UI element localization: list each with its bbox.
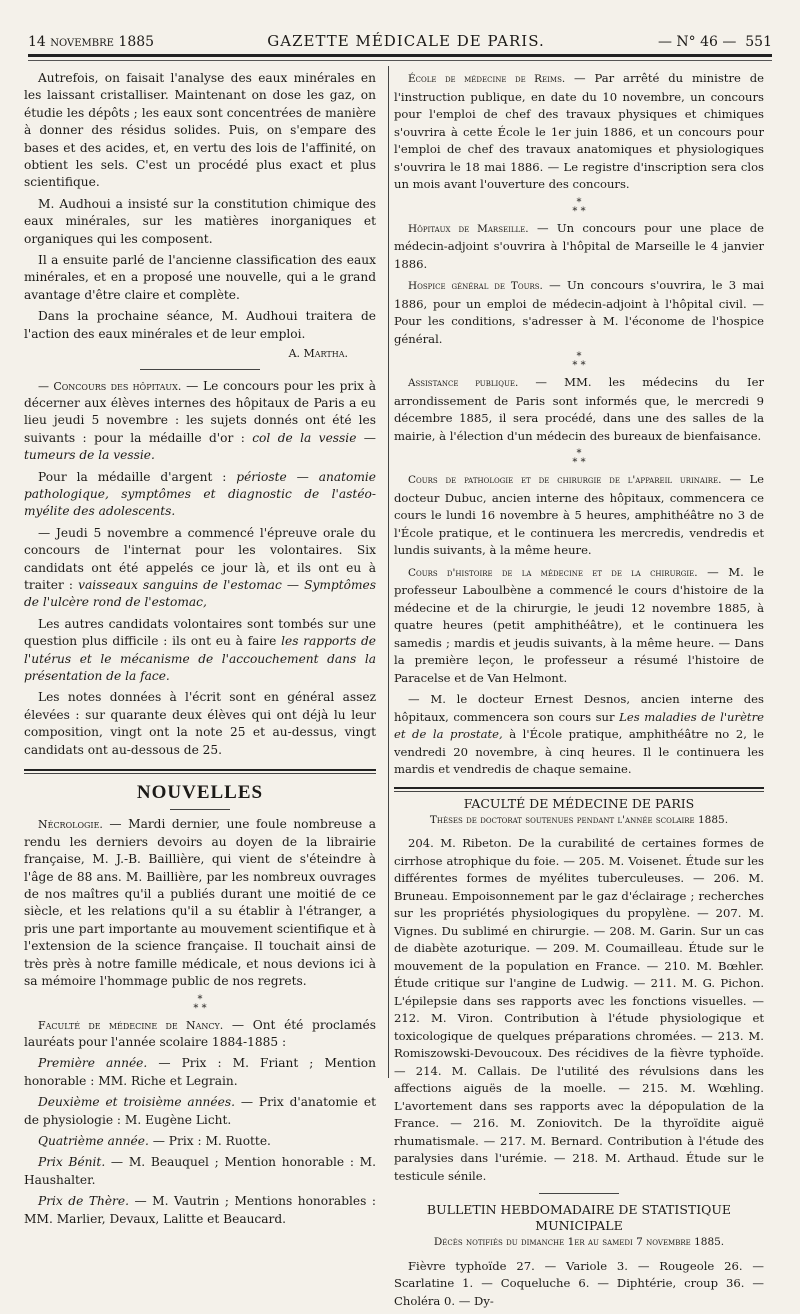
asterism: * * * [572, 448, 586, 468]
text: — Un concours s'ouvrira, le 3 mai 1886, pour un emploi de médecin-adjoint à l'hôpital civil. — Pour les conditions, s'adresser à M. l'économe de l'hospice général. [394, 278, 764, 346]
text-italic: périoste — anatomie pathologique, symptômes et diagnostic de l'astéo-myélite des adolescents. [24, 469, 376, 519]
marseille-heading: Hôpitaux de Marseille. [408, 222, 529, 235]
text-italic: les rapports de l'utérus et le mécanisme de l'accouchement dans la présentation de la face. [24, 634, 376, 683]
bulletin-title: BULLETIN HEBDOMADAIRE DE STATISTIQUE MUNICIPALE [426, 1202, 732, 1233]
text-italic: Les maladies de l'urètre et de la prostate, [394, 709, 764, 741]
text: — Jeudi 5 novembre a commencé l'épreuve orale du concours de l'internat pour les volontaires. Six candidats ont été appelés ce jour là, et ils ont eu à traiter : [24, 525, 376, 592]
necrologie-heading: Nécrologie. [38, 818, 103, 832]
text: — Ont été proclamés lauréats pour l'année scolaire 1884-1885 : [24, 1017, 376, 1049]
text-italic: Première année. [38, 1056, 148, 1071]
tours-heading: Hospice général de Tours. [408, 280, 543, 292]
desnos-paragraph [394, 691, 764, 779]
header-rule [28, 54, 772, 57]
divider [140, 369, 260, 370]
necrologie-paragraph [24, 816, 376, 990]
paragraph: Il a ensuite parlé de l'ancienne classification des eaux minérales, et en a proposé une nouvelle, qui a le grand avantage d'être claire et complète. [24, 253, 376, 302]
paragraph [24, 616, 376, 686]
asterism: * * * [572, 351, 586, 371]
concours-heading: — Concours des hôpitaux. [38, 379, 182, 393]
header-rule-thin [28, 60, 772, 61]
asterism: * * * [193, 993, 207, 1014]
reims-heading: École de médecine de Reims. [408, 73, 566, 85]
concours-subjects: col de la vessie — tumeurs de la vessie. [24, 430, 376, 463]
text: à l'École pratique, amphithéâtre no 2, le vendredi 20 novembre, à cinq heures. Il le continuera les mardis et vendredis de chaque semaine. [394, 727, 764, 776]
text: — Prix : M. Friant ; Mention honorable : MM. Riche et Legrain. [24, 1056, 376, 1088]
asterism: * * * [572, 196, 586, 217]
right-column [394, 70, 764, 1314]
assistance-heading: Assistance publique. [408, 377, 519, 389]
header-page-number: 551 [745, 34, 772, 50]
left-column [24, 70, 376, 1232]
text: — MM. les médecins du Ier arrondissement de Paris sont informés que, le mercredi 9 décembre 1885, il sera procédé, dans une des salles de la mairie, à l'élection d'un médecin des bureaux de bienfaisance. [394, 375, 764, 443]
faculte-title: FACULTÉ DE MÉDECINE DE PARIS [463, 795, 695, 811]
text: — Un concours pour une place de médecin-adjoint s'ouvrira à l'hôpital de Marseille le 4 janvier 1886. [394, 220, 764, 271]
text: — Le docteur Dubuc, ancien interne des hôpitaux, commencera ce cours le lundi 16 novembre à 5 heures, amphithéâtre no 3 de l'École pratique, et le continuera les mercredis, vendredis et lundis suivants, à la même heure. [394, 472, 764, 557]
page-header [28, 32, 772, 52]
text: — M. le docteur Ernest Desnos, ancien interne des hôpitaux, commencera son cours sur [394, 692, 764, 724]
tours-paragraph [394, 277, 764, 348]
text: — Prix d'anatomie et de physiologie : M. Eugène Licht. [24, 1095, 376, 1127]
text: — Par arrêté du ministre de l'instruction publique, en date du 10 novembre, un concours pour l'emploi de chef des travaux physiques et chimiques s'ouvrira à cette École le 1er juin 1886, et un concours pour l'emploi de chef des travaux anatomiques et physiologiques s'ouvrira le 18 mai 1886. — Le registre d'inscription sera clos un mois avant l'ouverture des concours. [394, 71, 764, 191]
paragraph [24, 469, 376, 521]
divider [170, 809, 230, 810]
text-italic: vaisseaux sanguins de l'estomac — Symptômes de l'ulcère rond de l'estomac, [24, 577, 376, 610]
text: — Prix : M. Ruotte. [148, 1133, 271, 1148]
text-italic: Quatrième année. [38, 1133, 149, 1148]
nouvelles-title: NOUVELLES [136, 782, 264, 804]
paragraph: Les notes données à l'écrit sont en général assez élevées : sur quarante deux élèves qui ont déjà lu leur composition, vingt ont la note 25 et au-dessus, vingt candidats ont au-dessous de 25. [24, 690, 376, 757]
text: — M. Vautrin ; Mentions honorables : MM. Marlier, Devaux, Lalitte et Beaucard. [24, 1194, 376, 1226]
paragraph: Autrefois, on faisait l'analyse des eaux minérales en les laissant cristalliser. Maintenant on dose les gaz, on étudie les dépôts ; les eaux sont concentrées de manière à donner des résidus solides. Puis, on s'empare des bases et des acides, et, en vertu des lois de l'affinité, on obtient les sels. C'est un procédé plus exact et plus scientifique. [24, 71, 376, 190]
text: 204. M. Ribeton. De la curabilité de certaines formes de cirrhose atrophique du foie. — 205. M. Voisenet. Étude sur les différentes formes de myélites tuberculeuses. — 206. M. Bruneau. Empoisonnement par le gaz d'éclairage ; recherches sur les propriétés physiologiques du propylène. — 207. M. Vignes. Du sublimé en chirurgie. — 208. M. Garin. Sur un cas de diabète azoturique. — 209. M. Coumailleau. Étude sur le mouvement de la population en France. — 210. M. Bœhler. Étude critique sur l'angine de Ludwig. — 211. M. G. Pichon. L'épilepsie dans ses rapports avec les fonctions visuelles. — 212. M. Viron. Contribution à l'étude physiologique et toxicologique de quelques préparations chromées. — 213. M. Romiszowski-Devoucoux. Des récidives de la fièvre typhoïde. — 214. M. Callais. De l'utilité des révulsions dans les affections aiguës de la moelle. — 215. M. Wœhling. L'avortement dans ses rapports avec la dépopulation de la France. — 216. M. Zoniovitch. De la thyroïdite aiguë rhumatismale. — 217. M. Bernard. Contribution à l'étude des paralysies dans l'urémie. — 218. M. Arthaud. Étude sur le testicule sénile. [394, 836, 764, 1183]
header-date: 14 novembre 1885 [28, 34, 155, 50]
paragraph [24, 1094, 376, 1129]
bulletin-subtitle: Décès notifiés du dimanche 1er au samedi 7 novembre 1885. [433, 1236, 725, 1248]
header-title: GAZETTE MÉDICALE DE PARIS. [267, 32, 545, 50]
concours-text: — Le concours pour les prix à décerner aux élèves internes des hôpitaux de Paris a eu lieu jeudi 5 novembre : les sujets donnés ont été les suivants : pour la médaille d'or : [24, 378, 376, 445]
paragraph: M. Audhoui a insisté sur la constitution chimique des eaux minérales, sur les matières inorganiques et organiques qui les composent. [24, 196, 376, 246]
text-italic: Prix de Thère. [38, 1194, 129, 1209]
pathologie-heading: Cours de pathologie et de chirurgie de l'appareil urinaire. [408, 474, 722, 486]
paragraph [24, 1133, 376, 1150]
concours-paragraph [24, 378, 376, 465]
marseille-paragraph [394, 220, 764, 274]
nancy-heading: Faculté de médecine de Nancy. [38, 1018, 224, 1032]
faculte-subtitle: Thèses de doctorat soutenues pendant l'année scolaire 1885. [429, 813, 729, 826]
histoire-heading: Cours d'histoire de la médecine et de la chirurgie. [408, 566, 698, 579]
paragraph: Dans la prochaine séance, M. Audhoui traitera de l'action des eaux minérales et de leur emploi. [24, 309, 376, 341]
divider [539, 1193, 619, 1194]
reims-paragraph [394, 70, 764, 194]
text: Pour la médaille d'argent : [38, 469, 237, 484]
text: — M. Beauquel ; Mention honorable : M. Haushalter. [24, 1155, 376, 1187]
assistance-paragraph [394, 374, 764, 445]
signature: A. Martha. [288, 347, 348, 361]
bulletin-text: Fièvre typhoïde 27. — Variole 3. — Rougeole 26. — Scarlatine 1. — Coqueluche 6. — Diphtérie, croup 36. — Choléra 0. — Dy- [394, 1258, 764, 1308]
text: Les autres candidats volontaires sont tombés sur une question plus difficile : ils ont eu à faire [24, 616, 376, 649]
nancy-paragraph [24, 1017, 376, 1052]
header-issue-page [658, 34, 772, 50]
paragraph [24, 525, 376, 612]
column-divider [388, 66, 389, 1078]
paragraph [24, 1055, 376, 1090]
theses-list [394, 835, 764, 1185]
section-divider [394, 787, 764, 792]
text: — M. le professeur Laboulbène a commencé le cours d'histoire de la médecine et de la chirurgie, le jeudi 12 novembre 1885, à quatre heures (petit amphithéâtre), et le continuera les samedis ; mardis et jeudis suivants, à la même heure. — Dans la première leçon, le professeur a résumé l'histoire de Paracelse et de Van Helmont. [394, 564, 764, 685]
header-issue: — N° 46 — [657, 34, 737, 50]
text-italic: Deuxième et troisième années. [38, 1095, 235, 1110]
section-divider [24, 769, 376, 774]
text-italic: Prix Bénit. [38, 1155, 106, 1170]
histoire-paragraph [394, 564, 764, 688]
text: — Mardi dernier, une foule nombreuse a rendu les derniers devoirs au doyen de la librairie française, M. J.-B. Baillière, qui vient de s'éteindre à l'âge de 88 ans. M. Baillière, par les nombreux ouvrages de nos maîtres qu'il a publiés durant une moitié de ce siècle, et les relations qu'il a su établir à l'étranger, a pris une part importante au mouvement scientifique et à l'extension de la science française. Il touchait ainsi de très près à notre famille médicale, et nous devions ici à sa mémoire l'hommage public de nos regrets. [24, 817, 376, 989]
pathologie-paragraph [394, 471, 764, 560]
paragraph [24, 1193, 376, 1228]
paragraph [24, 1154, 376, 1189]
